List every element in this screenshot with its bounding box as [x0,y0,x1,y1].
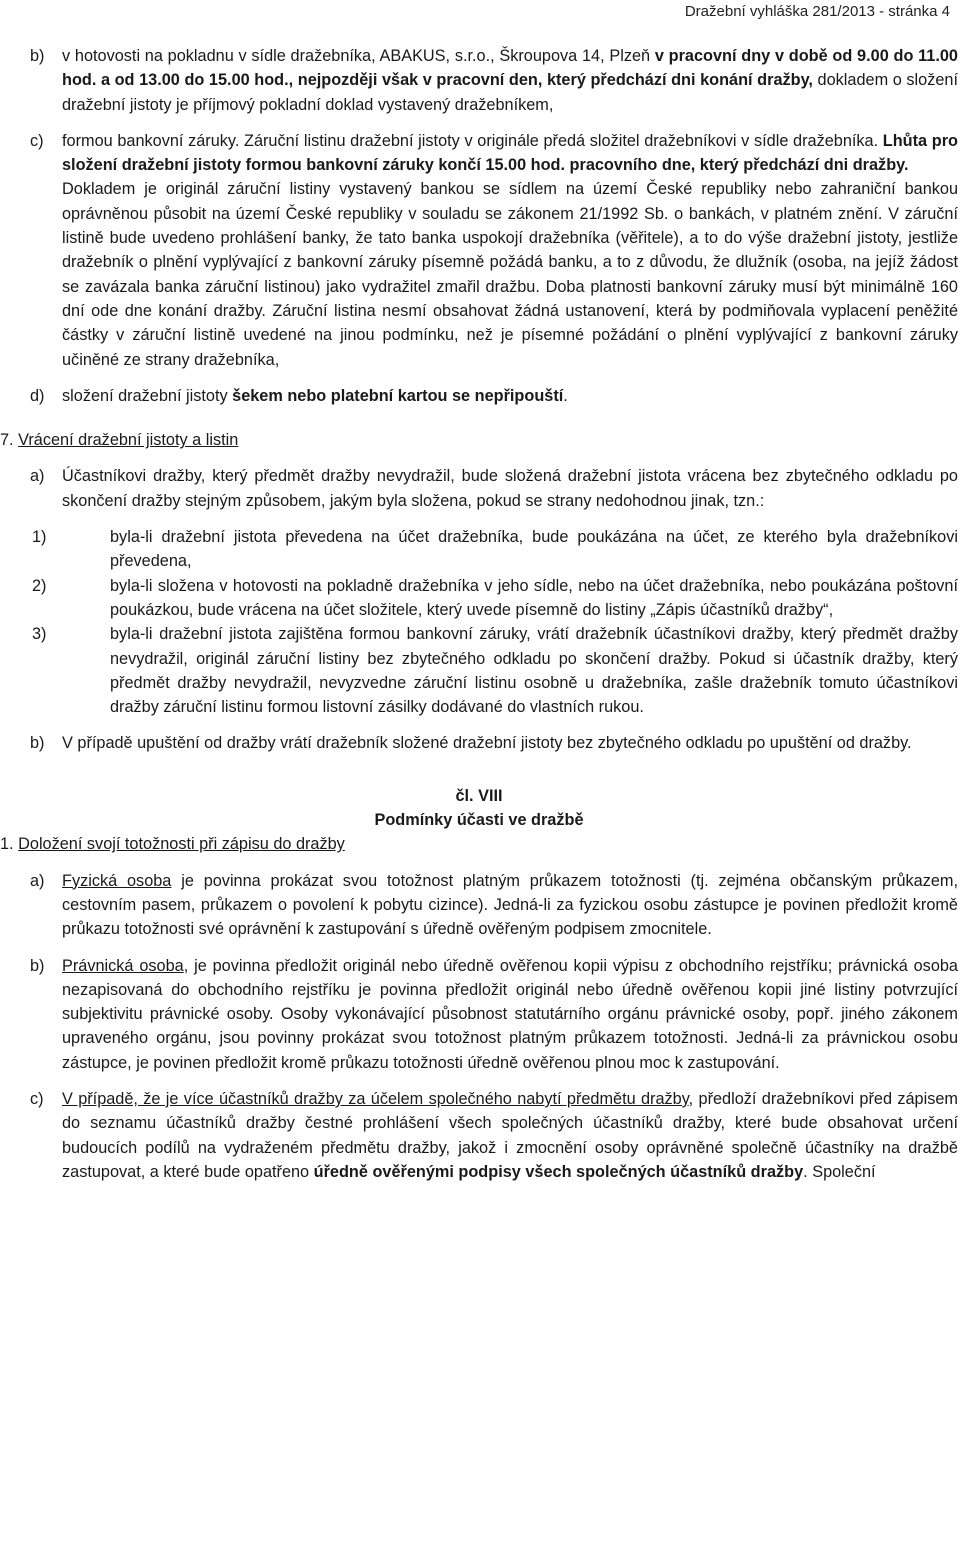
section-number: 7. [0,431,14,450]
section-1-a [30,869,958,942]
article-number: čl. VIII [455,786,503,805]
bold-text: šekem nebo platební kartou se nepřipouští [232,386,564,405]
document-body [0,44,958,1184]
list-marker: 2) [32,576,47,595]
section-title: Vrácení dražební jistoty a listin [18,431,239,450]
list-item [32,622,958,719]
list-marker: c) [30,131,44,150]
section-7-a [30,464,958,513]
payment-option-b [30,44,958,117]
list-marker: b) [30,47,45,65]
bold-text: úředně ověřenými podpisy všech společných účastníků dražby [313,1162,804,1181]
article-title: Podmínky účasti ve dražbě [374,811,584,830]
list-marker: b) [30,734,45,753]
payment-option-d [30,384,958,408]
text: je povinna prokázat svou totožnost platným průkazem totožnosti (tj. zejména občanským průkazem, cestovním pasem, průkazem o povolení k pobytu cizince). Jedná-li za fyzickou osobu zástupce je povinen předložit kromě průkazu totožnosti své oprávnění k zastupování s úředně ověřeným podpisem zmocnitele. [62,871,958,939]
text: byla-li složena v hotovosti na pokladně dražebníka v jeho sídle, nebo na účet dražebníka, nebo poukázána poštovní poukázkou, bude vrácena na účet složitele, který uvede písemně do listiny „Zápis účastníků dražby“, [110,576,958,619]
list-marker: c) [30,1089,44,1108]
payment-option-c [30,129,958,372]
text: formou bankovní záruky. Záruční listinu dražební jistoty v originále předá složitel dražebníkovi v sídle dražebníka. [62,131,883,150]
section-1-c [30,1087,958,1184]
list-marker: a) [30,467,45,486]
section-title: Doložení svojí totožnosti při zápisu do dražby [18,835,345,854]
text: V případě upuštění od dražby vrátí dražebník složené dražební jistoty bez zbytečného odkladu po upuštění od dražby. [62,734,912,753]
text: v hotovosti na pokladnu v sídle dražebníka, ABAKUS, s.r.o., Škroupova 14, Plzeň [62,47,655,65]
text: , předloží dražebníkovi před zápisem do seznamu účastníků dražby čestné prohlášení všech společných účastníků dražby, které bude obsahovat určení budoucích podílů na vydraženém předmětu dražby, jakož i zmocnění osoby oprávněné společně účastníky na dražbě zastupovat, a které bude opatřeno [62,1089,958,1181]
text: Dokladem je originál záruční listiny vystavený bankou se sídlem na území České republiky nebo zahraniční bankou oprávněnou působit na území České republiky v souladu se zákonem 21/1992 Sb. o bankách, v platném znění. V záruční listině bude uvedeno prohlášení banky, že tato banka uspokojí dražebníka (věřitele), a to do výše dražební jistoty, jestliže dražebník o plnění vyplývající z bankovní záruky písemně požádá banku, a to z důvodu, že dlužník (osoba, na jejíž žádost se zavázala banka záruční listinou) jako vydražitel zmařil dražbu. Doba platnosti bankovní záruky musí být minimálně 160 dní ode dne konání dražby. Záruční listina nesmí obsahovat žádná ustanovení, která by podmiňovala vyplacení peněžité částky v záruční listině uvedené na jinou podmínku, než je písemné požádání o plnění vyplývající z bankovní záruky učiněné ze strany dražebníka, [62,180,958,369]
list-marker: 1) [32,528,47,547]
section-7-b [30,731,958,755]
bold-text: v pracovní dny v době od 9.00 do 11.00 hod. a od 13.00 do 15.00 hod., nejpozději však v pracovní den, který předchází dni konání dražby, [62,47,958,90]
section-1-b [30,954,958,1075]
underlined-term: Právnická osoba [62,956,184,975]
text: dokladem o složení dražební jistoty je příjmový pokladní doklad vystavený dražebníkem, [62,71,958,114]
text: Účastníkovi dražby, který předmět dražby nevydražil, bude složená dražební jistota vrácena bez zbytečného odkladu po skončení dražby stejným způsobem, jakým byla složena, pokud se strany nedohodnou jinak, tzn.: [62,467,958,510]
list-item [32,574,958,623]
text: , je povinna předložit originál nebo úředně ověřenou kopii výpisu z obchodního rejstříku; právnická osoba nezapisovaná do obchodního rejstříku je povinna předložit originál nebo úředně ověřenou kopii jiné listiny potvrzující subjektivitu právnické osoby. Osoby vykonávající působnost statutárního orgánu právnické osoby, popř. jiného zákonem upraveného orgánu, jsou povinny prokázat svou totožnost platným průkazem totožnosti. Jedná-li za právnickou osobu zástupce, je povinen předložit kromě průkazu totožnosti úředně ověřenou plnou moc k zastupování. [62,956,958,1072]
underlined-term: V případě, že je více účastníků dražby za účelem společného nabytí předmětu dražby [62,1089,689,1108]
list-marker: a) [30,871,45,890]
section-7-heading [0,428,958,452]
section-number: 1. [0,835,14,854]
list-marker: b) [30,956,45,975]
text: složení dražební jistoty [62,386,233,405]
underlined-term: Fyzická osoba [62,871,172,890]
text: . Společní [803,1162,876,1181]
text: byla-li dražební jistota převedena na účet dražebníka, bude poukázána na účet, ze kterého byla dražebníkovi převedena, [110,528,958,571]
text: byla-li dražební jistota zajištěna formou bankovní záruky, vrátí dražebník účastníkovi dražby, který předmět dražby nevydražil, originál záruční listiny bez zbytečného odkladu po skončení dražby. Pokud si účastník dražby, který předmět dražby nevydražil, nevyzvedne záruční listinu osobně u dražebníka, zašle dražebník tomuto účastníkovi dražby záruční listinu formou listovní zásilky dodávané do vlastních rukou. [110,625,958,717]
text: . [563,386,568,405]
list-marker: 3) [32,625,47,644]
section-1-heading [0,832,958,856]
list-marker: d) [30,386,45,405]
bold-text: Lhůta pro složení dražební jistoty formou bankovní záruky končí 15.00 hod. pracovního dne, který předchází dni dražby. [62,131,958,175]
list-item [32,525,958,574]
page-header: Dražební vyhláška 281/2013 - stránka 4 [684,3,950,20]
